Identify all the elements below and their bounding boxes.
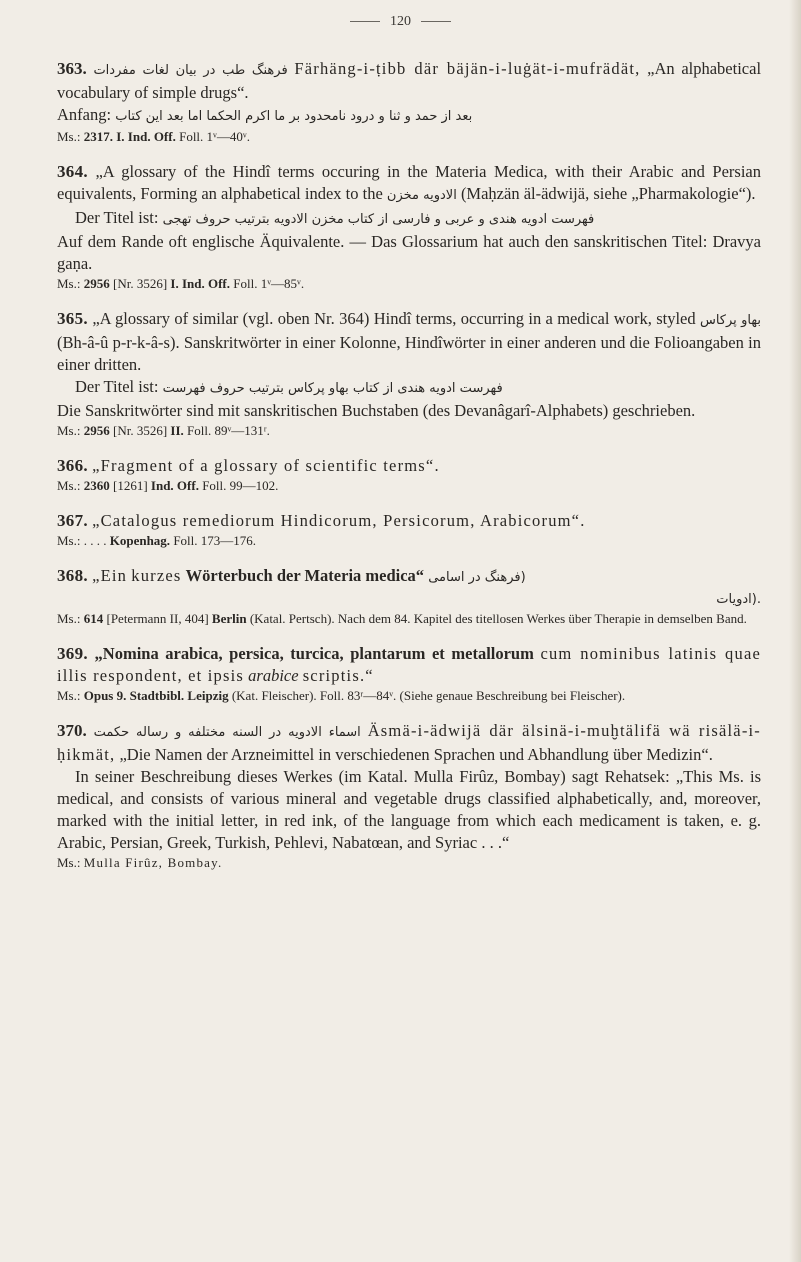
entry-description-italic: arabice: [248, 666, 299, 685]
arabic-term: بهاو پرکاس: [699, 313, 761, 328]
arabic-term-1: (فرهنگ در اسامی: [428, 570, 526, 585]
arabic-title: فرهنگ طب در بیان لغات مفردات: [93, 63, 288, 78]
entry-description: „A glossary of the Hindî terms occuring in the Materia Medica, with their Arabic and Persian equivalents, Forming an alphabetical index to the: [57, 162, 761, 203]
anfang-line: [57, 104, 761, 128]
entry-number: 369.: [57, 644, 88, 663]
entry-number: 365.: [57, 309, 88, 328]
ms-bracket: [Petermann II, 404]: [106, 611, 209, 626]
ms-label: Ms.:: [57, 478, 81, 493]
transliteration: Äsmä-i-ädwijä där älsinä-i-muḫtälifä wä risälä-i-ḥikmät,: [57, 721, 761, 764]
entry-number: 367.: [57, 511, 88, 530]
ms-label: Ms.:: [57, 611, 81, 626]
ms-bracket: [Nr. 3526]: [112, 276, 168, 291]
entry-366: [57, 455, 761, 495]
ms-signature: 2956: [83, 276, 110, 291]
ms-folio: Foll. 173—176.: [173, 533, 257, 548]
entry-369: [57, 643, 761, 705]
ms-label: Ms.:: [57, 276, 81, 291]
entry-number: 364.: [57, 162, 88, 181]
titel-label: Der Titel ist:: [75, 208, 159, 227]
arabic-term-2: .(ادویات: [716, 592, 761, 607]
ms-folio: Foll. 1ᵛ—40ᵛ.: [179, 129, 250, 144]
entry-369-body: [57, 643, 761, 687]
ms-label: Ms.:: [57, 533, 81, 548]
ms-label: Ms.:: [57, 855, 81, 870]
arabic-term-1: الادویه: [423, 188, 457, 203]
transliteration: Färhäng-i-ṭibb där bäjän-i-luġät-i-mufrädät,: [294, 59, 641, 78]
ms-signature: Kopenhag.: [109, 533, 171, 548]
entry-description-a: „Ein: [92, 566, 128, 585]
ms-signature: Mulla Firûz, Bombay.: [83, 855, 223, 870]
ms-signature-2: Berlin: [211, 611, 247, 626]
entry-370: [57, 720, 761, 872]
manuscript-line: [57, 477, 761, 495]
entry-note: Die Sanskritwörter sind mit sanskritischen Buchstaben (des Devanâgarî-Alphabets) geschrieben.: [57, 401, 696, 420]
entry-description-spaced: cum nominibus latinis quae illis respondent, et ipsis: [57, 644, 761, 685]
entry-365: [57, 308, 761, 440]
entry-description-b: kurzes: [131, 566, 182, 585]
ms-folio: Foll. 99—102.: [202, 478, 279, 493]
ms-bracket: [Nr. 3526]: [112, 423, 168, 438]
entry-363-body: [57, 58, 761, 104]
entry-description-cont: (Bh-â-û p-r-k-â-s). Sanskritwörter in einer Kolonne, Hindîwörter in einer anderen und die Folioangaben in einer dritten.: [57, 333, 761, 374]
titel-arabic: فهرست ادویه هندی و عربی و فارسی از کتاب مخزن الادویه بترتیب حروف تهجی: [162, 212, 595, 227]
page-number-header: [0, 14, 801, 30]
entry-365-body: [57, 308, 761, 376]
entry-number: 366.: [57, 456, 88, 475]
ms-label: Ms.:: [57, 423, 81, 438]
entry-description: „Fragment of a glossary of scientific terms“.: [92, 456, 440, 475]
manuscript-line: [57, 275, 761, 293]
arabic-continuation: [57, 589, 761, 610]
ms-signature-2: I. Ind. Off.: [170, 276, 231, 291]
ms-signature: 2360: [83, 478, 110, 493]
titel-arabic: فهرست ادویه هندی از کتاب بهاو پرکاس بترتیب حروف فهرست: [162, 381, 503, 396]
entry-number: 363.: [57, 59, 87, 78]
entry-366-body: [57, 455, 761, 477]
entry-description-bold: „Nomina arabica, persica, turcica, plantarum et metallorum: [94, 644, 534, 663]
titel-line: [57, 207, 761, 231]
header-rule-right: [421, 21, 451, 22]
arabic-title: اسماء الادویه در السنه مختلفه و رساله حکمت: [93, 725, 361, 740]
entry-number: 368.: [57, 566, 88, 585]
entry-370-body: [57, 720, 761, 766]
ms-signature: Opus 9. Stadtbibl. Leipzig: [83, 688, 229, 703]
entry-368-body: [57, 565, 761, 589]
ms-folio: Foll. 89ᵛ—131ʳ.: [187, 423, 270, 438]
entry-description-cont: (Maḥzän äl-ädwijä, siehe „Pharmakologie“).: [460, 184, 756, 203]
ms-signature: 2317. I. Ind. Off.: [83, 129, 176, 144]
manuscript-line: [57, 422, 761, 440]
page-number: 120: [390, 14, 411, 29]
ms-rest: (Kat. Fleischer). Foll. 83ʳ—84ᵛ. (Siehe genaue Beschreibung bei Fleischer).: [231, 688, 626, 703]
entry-367: [57, 510, 761, 550]
page-content: [57, 58, 761, 887]
entry-description-end: scriptis.“: [302, 666, 374, 685]
manuscript-line: [57, 854, 761, 872]
ms-signature: 614: [83, 611, 104, 626]
entry-description: „A glossary of similar (vgl. oben Nr. 364) Hindî terms, occurring in a medical work, styled: [92, 309, 696, 328]
ms-dots: . . . .: [83, 533, 107, 548]
manuscript-line: [57, 610, 761, 628]
ms-signature-2: Ind. Off.: [150, 478, 199, 493]
entry-description-c: Wörterbuch der Materia medica“: [185, 566, 425, 585]
entry-368: [57, 565, 761, 628]
header-rule-left: [350, 21, 380, 22]
titel-label: Der Titel ist:: [75, 377, 159, 396]
page-edge-shadow: [789, 0, 801, 1262]
ms-signature: 2956: [83, 423, 110, 438]
ms-label: Ms.:: [57, 688, 81, 703]
entry-364-body: [57, 161, 761, 207]
entry-note: Auf dem Rande oft englische Äquivalente. — Das Glossarium hat auch den sanskritischen Titel: Dravya gaṇa.: [57, 232, 761, 273]
arabic-term-2: مخزن: [386, 188, 419, 203]
manuscript-line: [57, 532, 761, 550]
entry-364: [57, 161, 761, 293]
ms-label: Ms.:: [57, 129, 81, 144]
entry-363: [57, 58, 761, 146]
ms-bracket: [1261]: [112, 478, 148, 493]
entry-description: „An alphabetical vocabulary of simple drugs“.: [57, 59, 762, 102]
ms-folio: Foll. 1ᵛ—85ᵛ.: [233, 276, 305, 291]
entry-description: „Catalogus remediorum Hindicorum, Persicorum, Arabicorum“.: [92, 511, 586, 530]
titel-line: [57, 376, 761, 400]
entry-paragraph-2: In seiner Beschreibung dieses Werkes (im Katal. Mulla Firûz, Bombay) sagt Rehatsek: „This Ms. is medical, and consists of various mineral and vegetable drugs classified alphabetically, and, moreover, marked with the initial letter, in red ink, of the language from which each medicament is taken, e. g. Arabic, Persian, Greek, Turkish, Pehlevi, Nabatœan, and Syriac . . .“: [57, 767, 761, 852]
manuscript-line: [57, 128, 761, 146]
anfang-label: Anfang:: [57, 105, 112, 124]
entry-367-body: [57, 510, 761, 532]
entry-description: „Die Namen der Arzneimittel in verschiedenen Sprachen und Abhandlung über Medizin“.: [119, 745, 713, 764]
entry-number: 370.: [57, 721, 87, 740]
ms-rest: (Katal. Pertsch). Nach dem 84. Kapitel des titellosen Werkes über Therapie in demselben Band.: [249, 611, 747, 626]
manuscript-line: [57, 687, 761, 705]
ms-signature-2: II.: [170, 423, 184, 438]
anfang-arabic: بعد از حمد و ثنا و درود نامحدود بر ما اکرم الحکما اما بعد این کتاب: [115, 109, 473, 124]
